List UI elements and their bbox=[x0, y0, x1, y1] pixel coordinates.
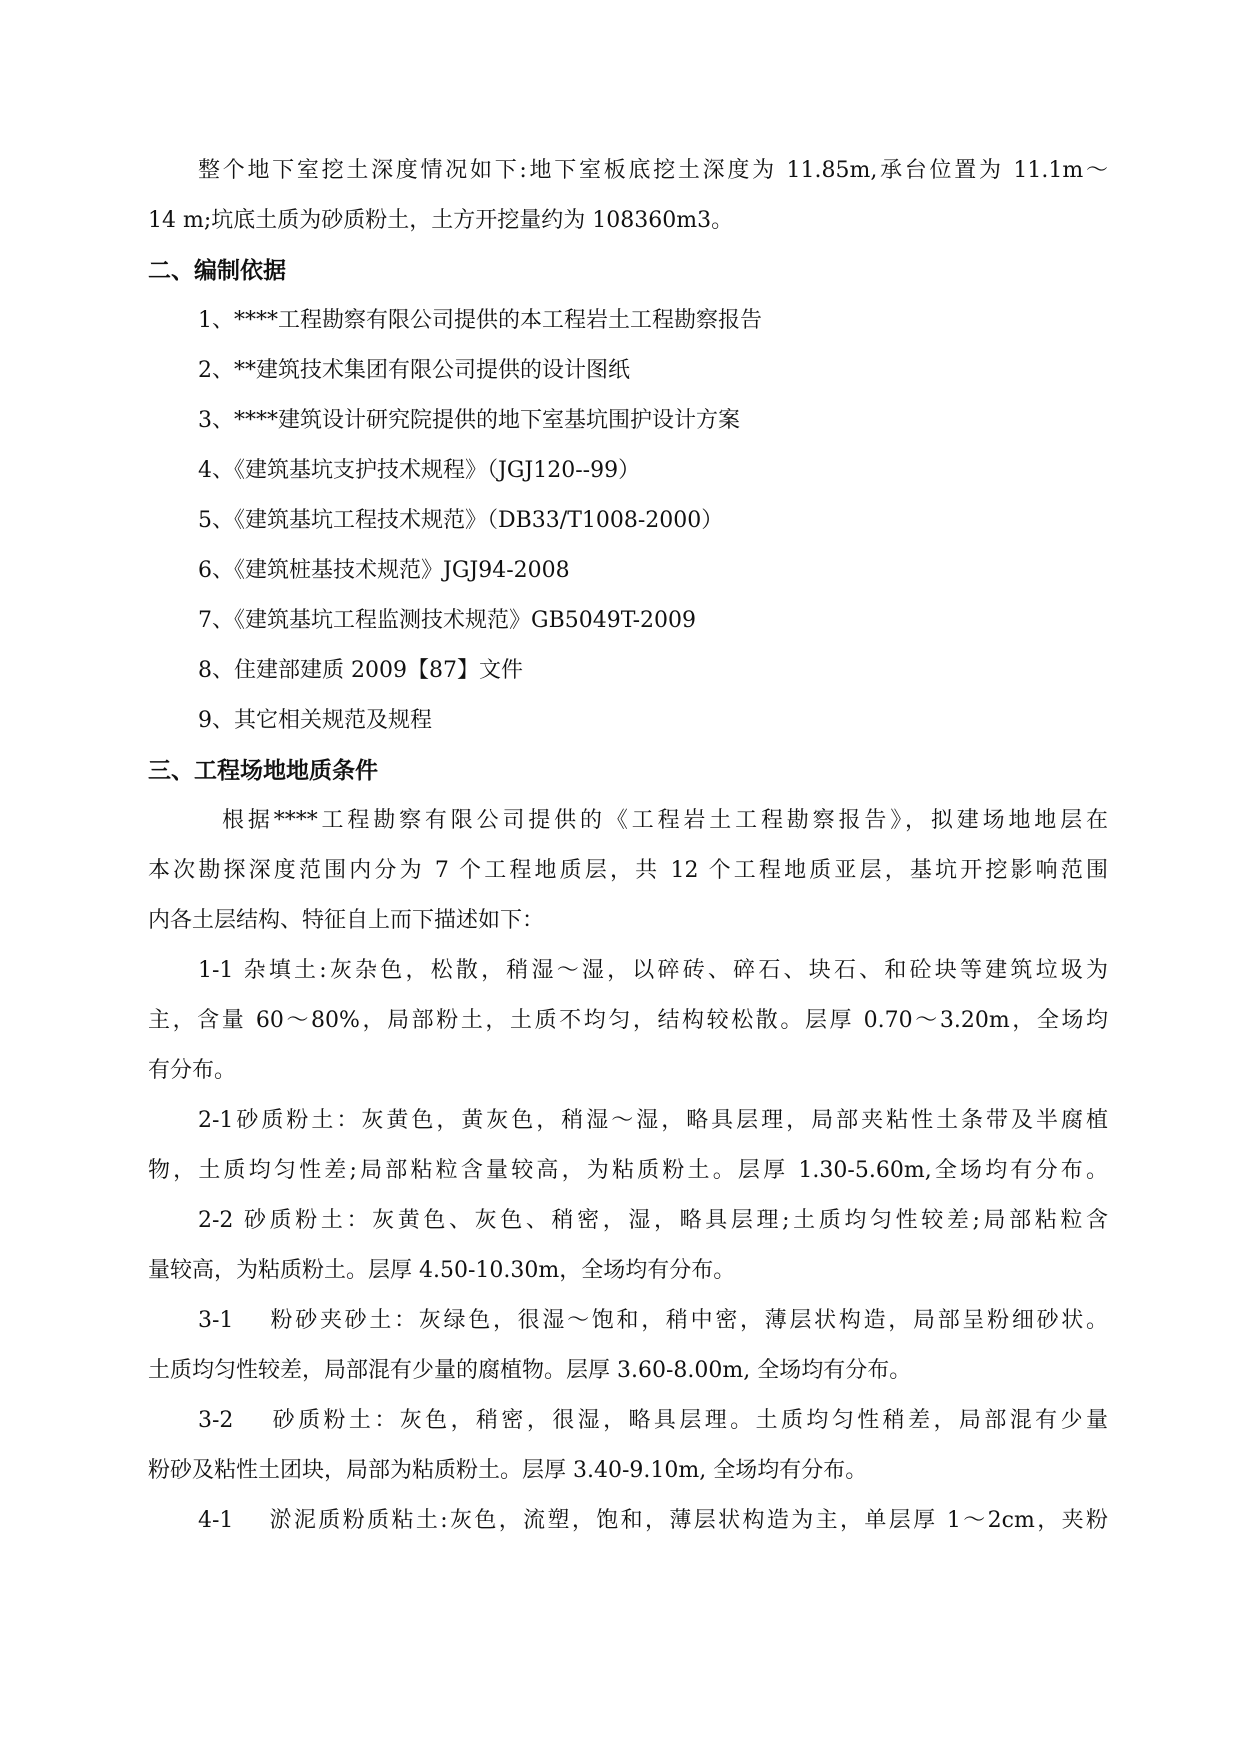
geology-intro-line-2: 本次勘探深度范围内分为 7 个工程地质层，共 12 个工程地质亚层，基坑开挖影响范围 bbox=[148, 858, 1108, 883]
geology-intro-line-1: 根据****工程勘察有限公司提供的《工程岩土工程勘察报告》，拟建场地地层在 bbox=[222, 808, 1108, 833]
layer-1-1-line-1: 1-1 杂填土:灰杂色，松散，稍湿～湿，以碎砖、碎石、块石、和砼块等建筑垃圾为 bbox=[198, 958, 1108, 983]
layer-1-1-line-2: 主，含量 60～80%，局部粉土，土质不均匀，结构较松散。层厚 0.70～3.20m，全场均 bbox=[148, 1008, 1108, 1033]
section-3-title: 三、工程场地地质条件 bbox=[148, 758, 378, 784]
layer-3-1-line-2: 土质均匀性较差，局部混有少量的腐植物。层厚 3.60-8.00m, 全场均有分布。 bbox=[148, 1358, 912, 1383]
layer-2-1-line-2: 物，土质均匀性差;局部粘粒含量较高，为粘质粉土。层厚 1.30-5.60m,全场均有分布。 bbox=[148, 1158, 1108, 1183]
layer-2-1-line-1: 2-1砂质粉土：灰黄色，黄灰色，稍湿～湿，略具层理，局部夹粘性土条带及半腐植 bbox=[198, 1108, 1108, 1133]
layer-2-2-line-1: 2-2 砂质粉土：灰黄色、灰色、稍密，湿，略具层理;土质均匀性较差;局部粘粒含 bbox=[198, 1208, 1108, 1233]
intro-line-1: 整个地下室挖土深度情况如下:地下室板底挖土深度为 11.85m,承台位置为 11.1m～ bbox=[198, 158, 1108, 183]
basis-item-8: 8、住建部建质 2009【87】文件 bbox=[198, 658, 523, 683]
basis-item-4: 4、《建筑基坑支护技术规程》（JGJ120--99） bbox=[198, 458, 641, 483]
basis-item-6: 6、《建筑桩基技术规范》JGJ94-2008 bbox=[198, 558, 570, 583]
layer-2-2-line-2: 量较高，为粘质粉土。层厚 4.50-10.30m，全场均有分布。 bbox=[148, 1258, 736, 1283]
layer-1-1-line-3: 有分布。 bbox=[148, 1058, 237, 1083]
section-2-title: 二、编制依据 bbox=[148, 258, 286, 284]
basis-item-5: 5、《建筑基坑工程技术规范》（DB33/T1008-2000） bbox=[198, 508, 724, 533]
basis-item-1: 1、****工程勘察有限公司提供的本工程岩土工程勘察报告 bbox=[198, 308, 762, 333]
basis-item-9: 9、其它相关规范及规程 bbox=[198, 708, 432, 733]
basis-item-7: 7、《建筑基坑工程监测技术规范》GB5049T-2009 bbox=[198, 608, 696, 633]
geology-intro-line-3: 内各土层结构、特征自上而下描述如下： bbox=[148, 908, 545, 933]
layer-3-1-line-1: 3-1 粉砂夹砂土：灰绿色，很湿～饱和，稍中密，薄层状构造，局部呈粉细砂状。 bbox=[198, 1308, 1108, 1333]
layer-4-1-line-1: 4-1 淤泥质粉质粘土:灰色，流塑，饱和，薄层状构造为主，单层厚 1～2cm，夹粉 bbox=[198, 1508, 1108, 1533]
document-page bbox=[148, 146, 1108, 1546]
basis-item-2: 2、**建筑技术集团有限公司提供的设计图纸 bbox=[198, 358, 630, 383]
layer-3-2-line-2: 粉砂及粘性土团块，局部为粘质粉土。层厚 3.40-9.10m, 全场均有分布。 bbox=[148, 1458, 868, 1483]
intro-line-2: 14 m;坑底土质为砂质粉土，土方开挖量约为 108360m3。 bbox=[148, 208, 734, 233]
basis-item-3: 3、****建筑设计研究院提供的地下室基坑围护设计方案 bbox=[198, 408, 740, 433]
layer-3-2-line-1: 3-2 砂质粉土：灰色，稍密，很湿，略具层理。土质均匀性稍差，局部混有少量 bbox=[198, 1408, 1108, 1433]
